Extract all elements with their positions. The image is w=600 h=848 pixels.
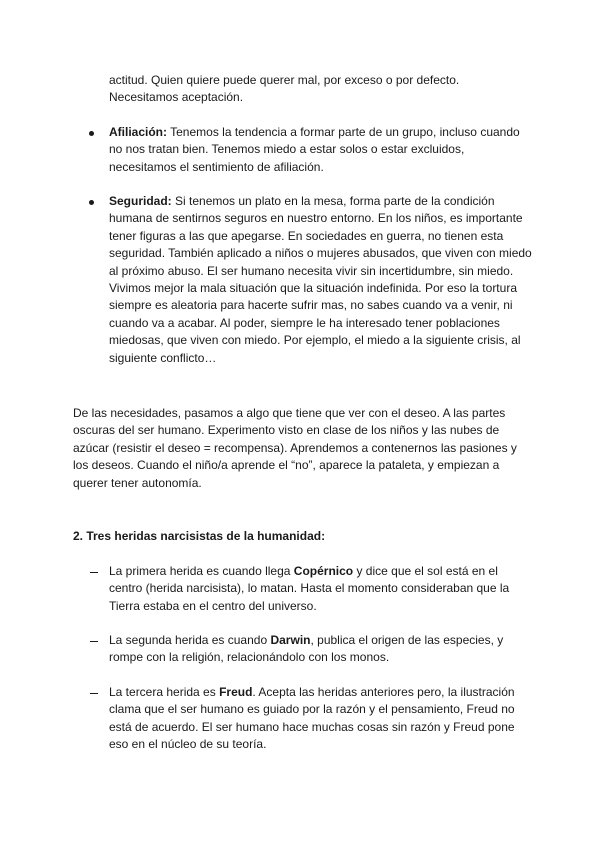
- section-heading: 2. Tres heridas narcisistas de la humanidad:: [73, 529, 326, 543]
- wound-item-copernico: [109, 563, 534, 615]
- wound-text: y dice que el sol está en el centro (herida narcisista), lo matan. Hasta el momento consideraban que la Tierra estaba en el centro del universo.: [109, 564, 510, 613]
- dash-bullet-icon: [90, 641, 98, 642]
- wound-text: , publica el origen de las especies, y rompe con la religión, relacionándolo con los monos.: [109, 633, 504, 665]
- wound-text: . Acepta las heridas anteriores pero, la ilustración clama que el ser humano es guiado por la razón y el pensamiento, Freud no está de acuerdo. El ser humano hace muchas cosas sin razón y Freud pone eso en el núcleo de su teoría.: [109, 685, 515, 752]
- wound-text: La primera herida es cuando llega: [109, 564, 294, 578]
- bullet-text: Si tenemos un plato en la mesa, forma parte de la condición humana de sentirnos seguros en nuestro entorno. En los niños, es importante tener figuras a las que apegarse. En sociedades en guerra, no tienen esta seguridad. También aplicado a niños o mujeres abusados, que viven con miedo al próximo abuso. El ser humano necesita vivir sin incertidumbre, sin miedo. Vivimos mejor la mala situación que la situación indefinida. Por eso la tortura siempre es aleatoria para hacerte sufrir mas, no sabes cuando va a venir, ni cuando va a acabar. Al poder, siempre le ha interesado tener poblaciones miedosas, que viven con miedo. Por ejemplo, el miedo a la siguiente crisis, al siguiente conflicto…: [109, 194, 532, 365]
- continued-paragraph: actitud. Quien quiere puede querer mal, por exceso o por defecto. Necesitamos aceptación.: [109, 73, 460, 105]
- bullet-seguridad: [109, 193, 534, 367]
- wound-name: Darwin: [270, 633, 311, 647]
- bullet-dot-icon: [89, 200, 94, 205]
- wound-name: Copérnico: [293, 564, 354, 578]
- wound-item-freud: [109, 684, 534, 754]
- wound-item-darwin: [109, 632, 534, 667]
- bullet-afiliacion: [109, 124, 534, 176]
- dash-bullet-icon: [90, 693, 98, 694]
- bullet-term: Afiliación:: [109, 125, 168, 139]
- wound-name: Freud: [219, 685, 253, 699]
- bullet-text: Tenemos la tendencia a formar parte de un grupo, incluso cuando no nos tratan bien. Tenemos miedo a estar solos o estar excluidos, necesitamos el sentimiento de afiliación.: [109, 125, 520, 174]
- bullet-term: Seguridad:: [109, 194, 172, 208]
- bullet-dot-icon: [89, 131, 94, 136]
- dash-bullet-icon: [90, 572, 98, 573]
- wound-text: La segunda herida es cuando: [109, 633, 271, 647]
- wound-text: La tercera herida es: [109, 685, 220, 699]
- desires-paragraph: De las necesidades, pasamos a algo que tiene que ver con el deseo. A las partes oscuras del ser humano. Experimento visto en clase de los niños y las nubes de azúcar (resistir el deseo = recompensa). Aprendemos a contenernos las pasiones y los deseos. Cuando el niño/a aprende el “no”, aparece la pataleta, y empiezan a querer tener autonomía.: [73, 406, 517, 490]
